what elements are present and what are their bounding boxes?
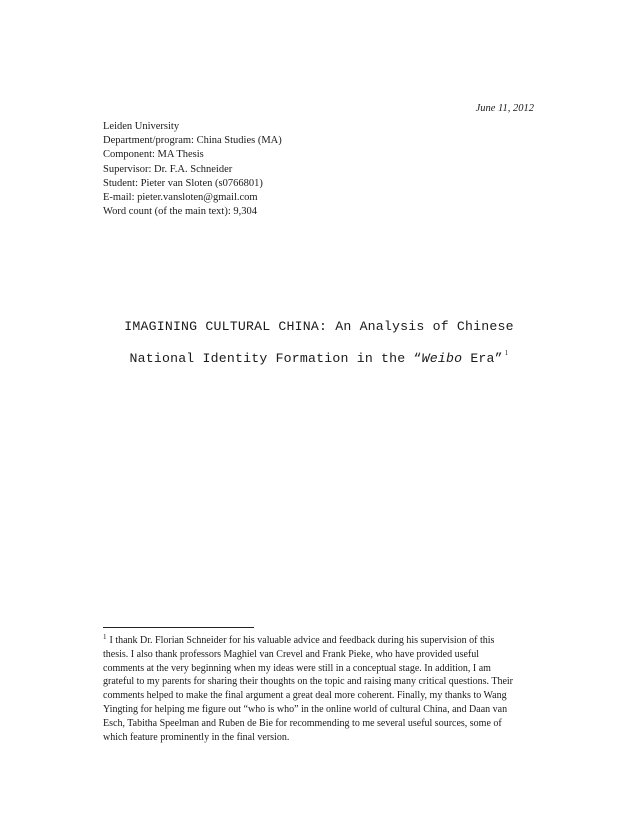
metadata-program: Department/program: China Studies (MA) [103,135,282,147]
footnote-line: grateful to my parents for sharing their thoughts on the topic and raising many critical questions. Their [103,676,513,688]
title-line-1: IMAGINING CULTURAL CHINA: An Analysis of Chinese [124,319,514,334]
metadata-student: Student: Pieter van Sloten (s0766801) [103,177,263,189]
metadata-email: E-mail: pieter.vansloten@gmail.com [103,192,258,204]
footnote-mark: 1 [103,633,107,641]
footnote-line: Esch, Tabitha Speelman and Ruben de Bie for recommending to me several useful sources, some of [103,717,502,729]
thesis-metadata [103,120,282,219]
title-italic-term: Weibo [421,351,463,366]
metadata-word-count: Word count (of the main text): 9,304 [103,206,257,218]
document-date: June 11, 2012 [475,103,534,114]
footnote-line: comments at the very beginning when my ideas were still in a conceptual stage. In addition, I am [103,662,491,674]
thesis-title [103,314,535,372]
footnote-line: thesis. I also thank professors Maghiel van Crevel and Frank Pieke, who have provided useful [103,648,480,660]
footnote-reference: 1 [504,349,509,357]
metadata-supervisor: Supervisor: Dr. F.A. Schneider [103,163,233,175]
metadata-university: Leiden University [103,121,180,132]
title-line-2-start: National Identity Formation in the “ [129,351,422,366]
title-line-2 [103,340,535,372]
footnote-line [103,631,537,648]
footnote-separator [103,627,254,628]
footnote-text: I thank Dr. Florian Schneider for his valuable advice and feedback during his supervision of this [109,635,495,646]
footnote [103,631,537,744]
footnote-line: comments helped to make the final argument a great deal more coherent. Finally, my thanks to Wang [103,690,507,702]
metadata-component: Component: MA Thesis [103,149,204,161]
footnote-line: which feature prominently in the final version. [103,731,290,743]
title-line-2-end: Era” [462,351,503,366]
footnote-line: Yingting for helping me figure out “who is who” in the online world of cultural China, and Daan van [103,703,508,715]
